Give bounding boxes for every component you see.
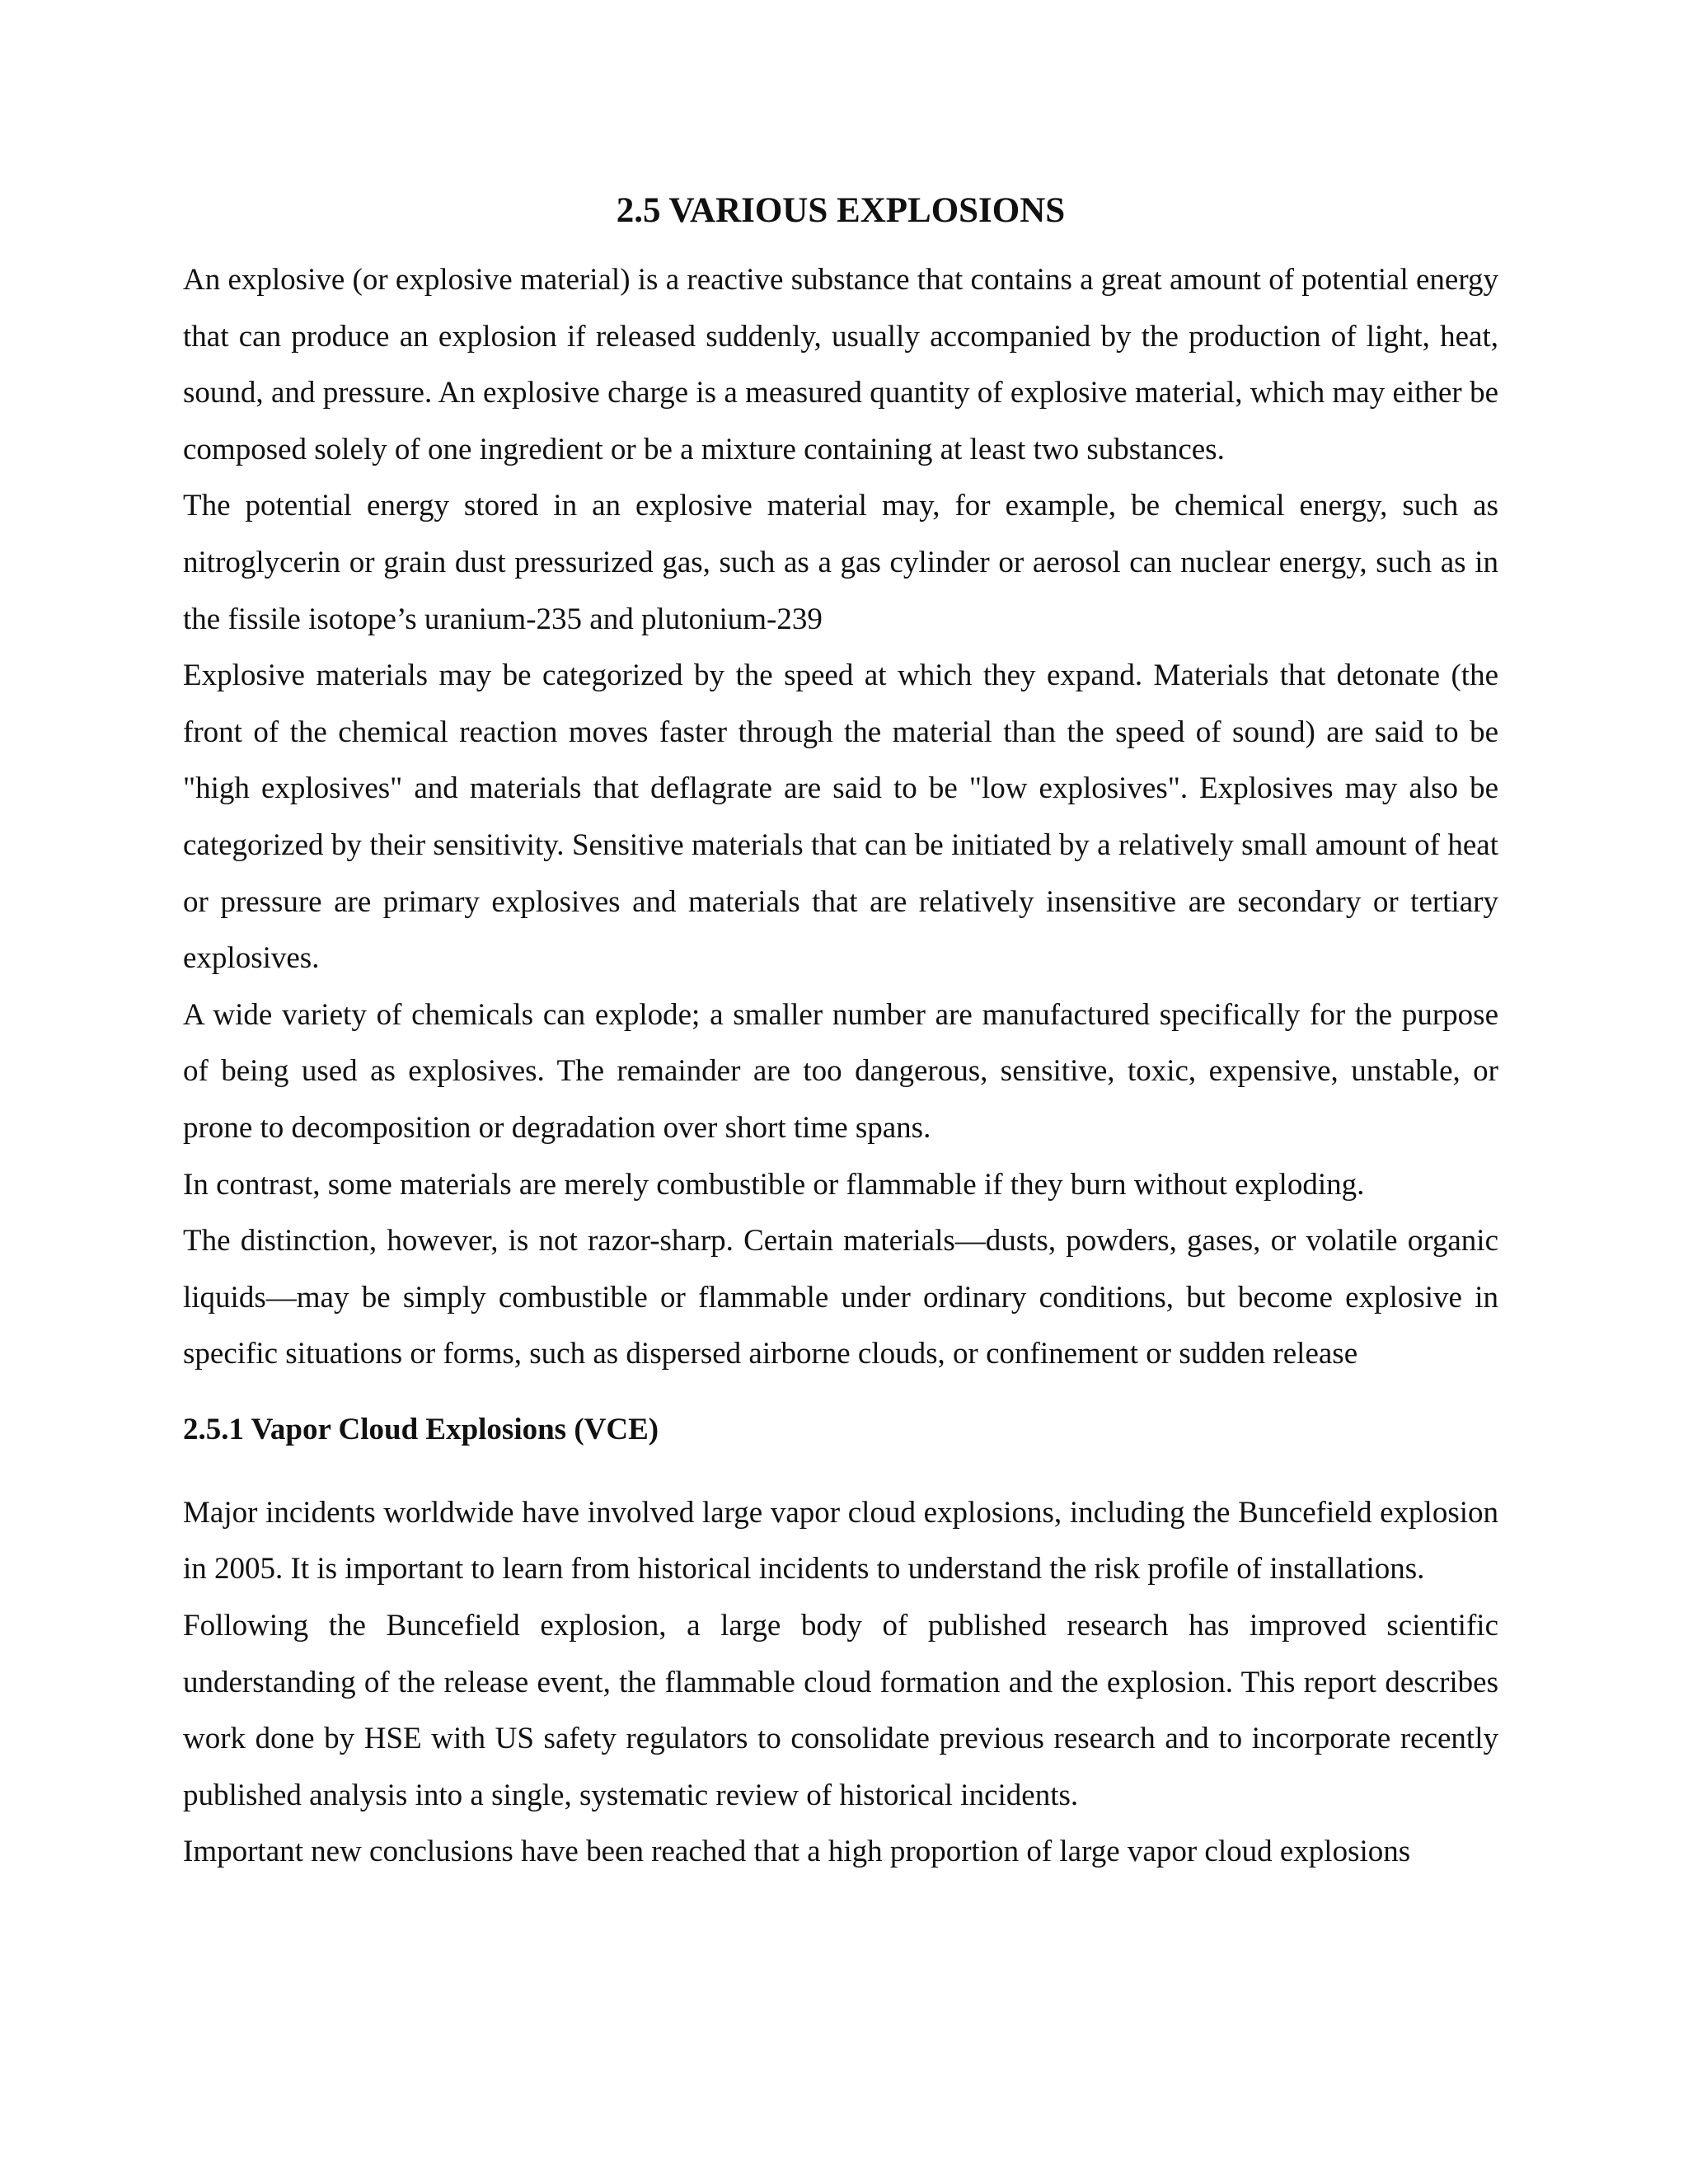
paragraph-potential-energy: The potential energy stored in an explosive material may, for example, be chemical energy, such as nitroglycerin or grain dust pressurized gas, such as a gas cylinder or aerosol can nuclear energy, such as in the fissile isotope’s uranium-235 and plutonium-239 — [183, 489, 1498, 636]
paragraph-contrast: In contrast, some materials are merely combustible or flammable if they burn without exploding. — [183, 1167, 1365, 1202]
paragraph-major-incidents: Major incidents worldwide have involved large vapor cloud explosions, including the Buncefield explosion in 2005. It is important to learn from historical incidents to understand the risk profile of installations. — [183, 1495, 1498, 1586]
paragraph-explosive-definition: An explosive (or explosive material) is a reactive substance that contains a great amount of potential energy that can produce an explosion if released suddenly, usually accompanied by the production of light, heat, sound, and pressure. An explosive charge is a measured quantity of explosive material, which may either be composed solely of one ingredient or be a mixture containing at least two substances. — [183, 263, 1498, 466]
paragraph-buncefield-research: Following the Buncefield explosion, a large body of published research has improved scientific understanding of the release event, the flammable cloud formation and the explosion. This report describes work done by HSE with US safety regulators to consolidate previous research and to incorporate recently published analysis into a single, systematic review of historical incidents. — [183, 1609, 1498, 1812]
paragraph-categorization: Explosive materials may be categorized by the speed at which they expand. Materials that detonate (the front of the chemical reaction moves faster through the material than the speed of sound) are said to be "high explosives" and materials that deflagrate are said to be "low explosives". Explosives may also be categorized by their sensitivity. Sensitive materials that can be initiated by a relatively small amount of heat or pressure are primary explosives and materials that are relatively insensitive are secondary or tertiary explosives. — [183, 658, 1498, 976]
document-page — [183, 188, 1498, 1881]
paragraph-distinction: The distinction, however, is not razor-sharp. Certain materials—dusts, powders, gases, or volatile organic liquids—may be simply combustible or flammable under ordinary conditions, but become explosive in specific situations or forms, such as dispersed airborne clouds, or confinement or sudden release — [183, 1224, 1498, 1371]
paragraph-chemicals: A wide variety of chemicals can explode; a smaller number are manufactured specifically for the purpose of being used as explosives. The remainder are too dangerous, sensitive, toxic, expensive, unstable, or prone to decomposition or degradation over short time spans. — [183, 997, 1498, 1145]
subsection-heading: 2.5.1 Vapor Cloud Explosions (VCE) — [183, 1412, 659, 1446]
section-title: 2.5 VARIOUS EXPLOSIONS — [616, 191, 1066, 230]
paragraph-conclusions: Important new conclusions have been reached that a high proportion of large vapor cloud explosions — [183, 1835, 1411, 1869]
